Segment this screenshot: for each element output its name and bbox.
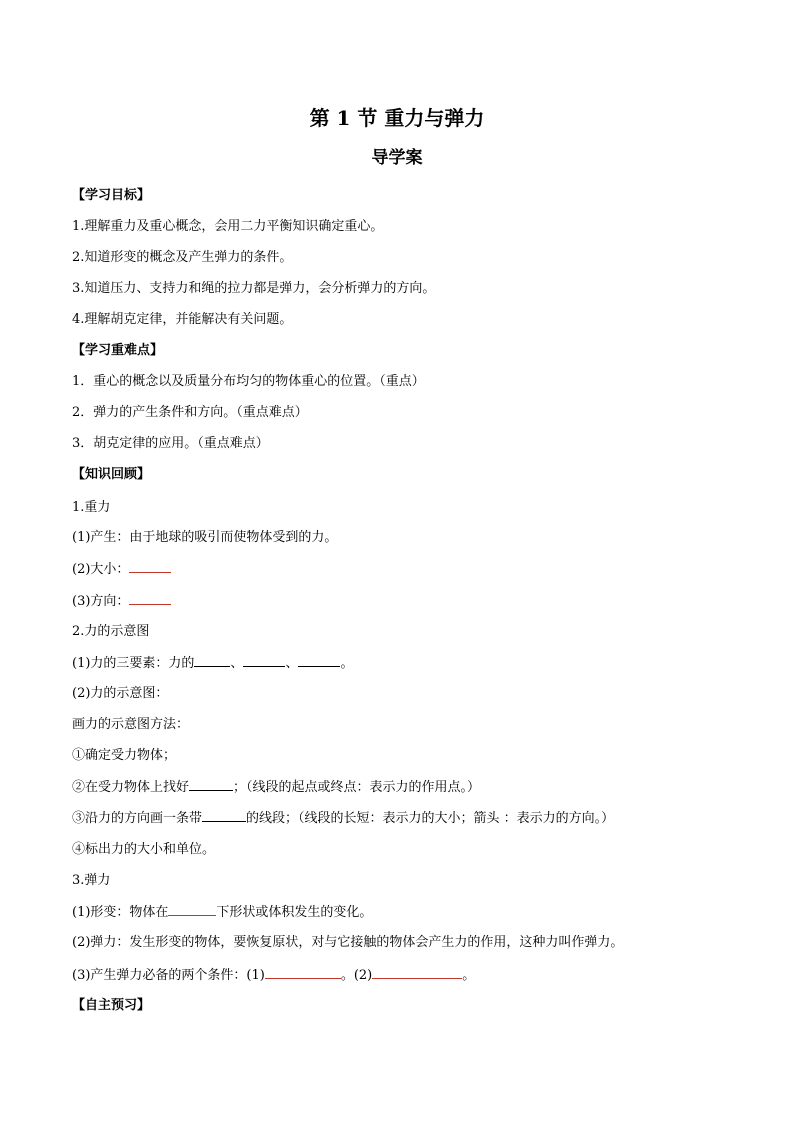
force-elements-line [72,653,732,674]
gravity-size-label: (2)大小： [72,562,130,577]
force-element-blank-1[interactable] [194,653,230,667]
gravity-direction-line [72,591,732,612]
document-title: 第 1 节 重力与弹力 [309,106,485,130]
conditions-text-pre: (3)产生弹力必备的两个条件：(1) [72,968,265,983]
step3-text-post: 的线段；（线段的长短：表示力的大小；箭头 ：表示力的方向。） [246,811,615,826]
condition-blank-2[interactable] [372,965,462,979]
section-heading-keypoints: 【学习重难点】 [72,343,164,358]
separator: 、 [285,656,299,671]
method-step-1: ①确定受力物体； [72,748,177,763]
step3-blank[interactable] [202,808,246,822]
deform-text-pre: (1)形变：物体在 [72,905,169,920]
deform-blank[interactable] [168,902,216,916]
period: 。 [340,656,354,671]
gravity-produce: (1)产生：由于地球的吸引而使物体受到的力。 [72,530,338,545]
step2-blank[interactable] [189,777,233,791]
elastic-deform-line [72,902,732,923]
method-step-4: ④标出力的大小和单位。 [72,842,216,857]
elastic-conditions-line [72,965,732,986]
document-subtitle: 导学案 [371,148,423,168]
force-diagram-title: 2.力的示意图 [72,624,150,639]
conditions-text-mid: 。(2) [340,968,373,983]
conditions-text-end: 。 [462,968,476,983]
force-element-blank-3[interactable] [298,653,340,667]
force-diagram-method: 画力的示意图方法： [72,717,190,732]
section-heading-goals: 【学习目标】 [72,188,151,203]
goal-item: 2.知道形变的概念及产生弹力的条件。 [72,250,293,265]
elastic-force-definition: (2)弹力：发生形变的物体，要恢复原状，对与它接触的物体会产生力的作用，这种力叫作弹力。 [72,935,624,950]
force-elements-label: (1)力的三要素：力的 [72,656,195,671]
force-diagram-subtitle: (2)力的示意图： [72,686,169,701]
keypoint-item: 2．弹力的产生条件和方向。（重点难点） [72,405,308,420]
gravity-size-blank[interactable] [129,559,171,573]
elastic-title: 3.弹力 [72,873,111,888]
force-element-blank-2[interactable] [243,653,285,667]
gravity-direction-label: (3)方向： [72,594,130,609]
keypoint-item: 1．重心的概念以及质量分布均匀的物体重心的位置。（重点） [72,374,425,389]
gravity-title: 1.重力 [72,500,111,515]
goal-item: 4.理解胡克定律，并能解决有关问题。 [72,312,293,327]
keypoint-item: 3．胡克定律的应用。（重点难点） [72,436,269,451]
step2-text-post: ；（线段的起点或终点：表示力的作用点。） [233,780,481,795]
method-step-2 [72,777,732,798]
goal-item: 1.理解重力及重心概念，会用二力平衡知识确定重心。 [72,219,384,234]
gravity-direction-blank[interactable] [129,591,171,605]
goal-item: 3.知道压力、支持力和绳的拉力都是弹力，会分析弹力的方向。 [72,281,436,296]
method-step-3 [72,808,732,829]
gravity-size-line [72,559,732,580]
step3-text-pre: ③沿力的方向画一条带 [72,811,203,826]
section-heading-review: 【知识回顾】 [72,467,151,482]
section-heading-preview: 【自主预习】 [72,998,151,1013]
condition-blank-1[interactable] [265,965,341,979]
step2-text-pre: ②在受力物体上找好 [72,780,190,795]
deform-text-post: 下形状或体积发生的变化。 [216,905,373,920]
separator: 、 [230,656,244,671]
